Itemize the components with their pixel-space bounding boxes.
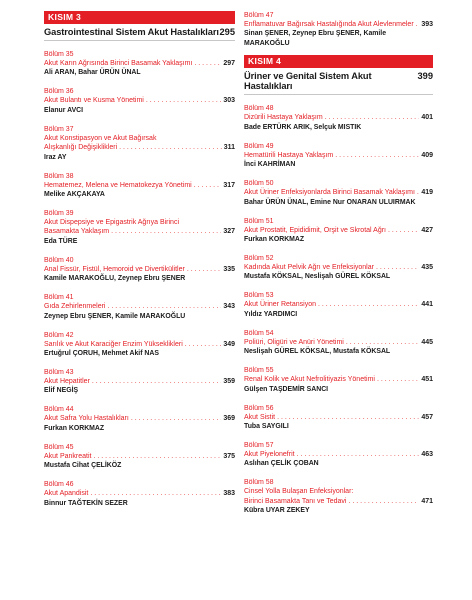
chapter-title-text[interactable]: Hematemez, Melena ve Hematokezya Yönetimi	[44, 181, 192, 189]
chapter-title-text[interactable]: Akut Bulantı ve Kusma Yönetimi	[44, 97, 144, 105]
chapter-page-number: 317	[223, 181, 235, 189]
chapter-title-line	[244, 497, 433, 506]
chapter-page-number: 359	[223, 378, 235, 386]
chapter-title-line	[44, 227, 235, 236]
chapter-number: Bölüm 53	[244, 292, 274, 300]
chapter-authors: Tuba SAYGILI	[244, 423, 289, 431]
chapter-authors: Yıldız YARDIMCI	[244, 310, 298, 318]
part-4-header	[244, 55, 433, 95]
chapter-list	[44, 50, 235, 509]
chapter-number: Bölüm 36	[44, 88, 74, 96]
chapter-entry[interactable]	[244, 142, 433, 170]
chapter-title-line	[244, 151, 433, 160]
left-column	[44, 0, 235, 509]
chapter-number: Bölüm 58	[244, 479, 274, 487]
chapter-page-number: 451	[421, 376, 433, 384]
dot-leader	[119, 143, 222, 152]
chapter-title-line	[244, 338, 433, 347]
chapter-title-line	[244, 188, 433, 197]
chapter-number: Bölüm 37	[44, 125, 74, 133]
chapter-authors: Gülşen TAŞDEMİR SANCI	[244, 385, 329, 393]
chapter-authors: Mustafa KÖKSAL, Neslişah GÜREL KÖKSAL	[244, 273, 391, 281]
chapter-title-text[interactable]: Renal Kolik ve Akut Nefrolitiyazis Yönetimi	[244, 376, 375, 384]
chapter-title[interactable]	[44, 59, 235, 68]
chapter-title-text[interactable]: Akut Sistit	[244, 413, 276, 421]
chapter-title[interactable]	[44, 218, 235, 237]
chapter-page-number: 349	[223, 340, 235, 348]
chapter-page-number: 471	[421, 497, 433, 505]
chapter-number: Bölüm 40	[44, 256, 74, 264]
chapter-authors: Iraz AY	[44, 153, 67, 161]
chapter-title[interactable]	[244, 226, 433, 235]
chapter-authors: Elif NEGİŞ	[44, 387, 79, 395]
chapter-title[interactable]	[44, 489, 235, 498]
chapter-title[interactable]	[244, 375, 433, 384]
chapter-authors: Kamile MARAKOĞLU, Zeynep Ebru ŞENER	[44, 275, 186, 283]
chapter-title-line	[244, 263, 433, 272]
chapter-list-top	[244, 11, 433, 49]
chapter-title-text[interactable]: Akut Üriner Retansiyon	[244, 301, 316, 309]
dot-leader	[185, 340, 222, 349]
chapter-title[interactable]	[44, 265, 235, 274]
chapter-title-text[interactable]: Akut Üriner Enfeksiyonlarda Birinci Basamak Yaklaşımı	[244, 189, 415, 197]
chapter-entry[interactable]	[44, 50, 235, 78]
chapter-entry[interactable]	[244, 104, 433, 132]
dot-leader	[297, 450, 420, 459]
part-page-number: 399	[417, 71, 433, 82]
chapter-title-text[interactable]: Enflamatuvar Bağırsak Hastalığında Akut Alevlenmeler	[244, 21, 414, 28]
chapter-number: Bölüm 41	[44, 294, 74, 302]
dot-leader	[346, 338, 419, 347]
chapter-page-number: 435	[421, 264, 433, 272]
chapter-entry[interactable]	[244, 329, 433, 357]
dot-leader	[348, 497, 419, 506]
chapter-authors: İnci KAHRİMAN	[244, 161, 296, 169]
chapter-entry[interactable]	[44, 368, 235, 396]
chapter-title[interactable]	[44, 340, 235, 349]
chapter-title[interactable]	[244, 487, 433, 506]
chapter-number: Bölüm 35	[44, 51, 74, 58]
chapter-authors: Melike AKÇAKAYA	[44, 191, 105, 199]
chapter-authors: Mustafa Cihat ÇELİKÖZ	[44, 462, 122, 470]
chapter-page-number: 445	[421, 338, 433, 346]
chapter-title-line	[44, 340, 235, 349]
chapter-entry[interactable]	[244, 291, 433, 319]
chapter-number: Bölüm 45	[44, 443, 74, 451]
chapter-title-text[interactable]: Dizürili Hastaya Yaklaşım	[244, 114, 323, 122]
chapter-number: Bölüm 48	[244, 105, 274, 113]
chapter-page-number: 401	[421, 114, 433, 122]
chapter-page-number: 393	[421, 21, 433, 28]
chapter-authors: Zeynep Ebru ŞENER, Kamile MARAKOĞLU	[44, 312, 186, 320]
chapter-title[interactable]	[244, 300, 433, 309]
chapter-entry[interactable]	[44, 172, 235, 200]
part-title-row	[44, 27, 235, 41]
chapter-title[interactable]	[44, 134, 235, 153]
chapter-title-text[interactable]: Akut Apandisit	[44, 490, 89, 498]
chapter-page-number: 343	[223, 303, 235, 311]
chapter-entry[interactable]	[44, 443, 235, 471]
dot-leader	[335, 151, 419, 160]
chapter-page-number: 463	[421, 451, 433, 459]
chapter-page-number: 383	[223, 490, 235, 498]
chapter-title-line	[44, 414, 235, 423]
chapter-title-line	[44, 489, 235, 498]
chapter-number: Bölüm 57	[244, 442, 274, 450]
dot-leader	[92, 377, 221, 386]
chapter-authors: Sinan ŞENER, Zeynep Ebru ŞENER, Kamile MARAKOĞLU	[244, 30, 387, 48]
chapter-title-line	[244, 450, 433, 459]
chapter-title-line	[244, 20, 433, 29]
dot-leader	[187, 265, 221, 274]
chapter-entry[interactable]	[44, 125, 235, 163]
chapter-title-line	[44, 377, 235, 386]
chapter-number: Bölüm 44	[44, 406, 74, 414]
chapter-page-number: 327	[223, 228, 235, 236]
chapter-title-text[interactable]: Alışkanlığı Değişiklikleri	[44, 144, 118, 152]
chapter-title[interactable]	[244, 263, 433, 272]
chapter-authors: Neslişah GÜREL KÖKSAL, Mustafa KÖKSAL	[244, 348, 391, 356]
dot-leader	[194, 59, 221, 68]
chapter-title-text[interactable]: Sarılık ve Akut Karaciğer Enzim Yükseklikleri	[44, 340, 183, 348]
chapter-entry[interactable]	[244, 179, 433, 207]
chapter-title-text[interactable]: Basamakta Yaklaşım	[44, 228, 110, 236]
chapter-page-number: 335	[223, 265, 235, 273]
chapter-title-line	[44, 181, 235, 190]
dot-leader	[107, 302, 221, 311]
chapter-page-number: 297	[223, 60, 235, 67]
chapter-number: Bölüm 42	[44, 331, 74, 339]
chapter-number: Bölüm 54	[244, 329, 274, 337]
dot-leader	[90, 489, 221, 498]
chapter-title-text[interactable]: Akut Karın Ağrısında Birinci Basamak Yaklaşımı	[44, 60, 193, 67]
chapter-list	[244, 104, 433, 516]
chapter-number: Bölüm 55	[244, 367, 274, 375]
chapter-title-line	[44, 265, 235, 274]
chapter-title-text[interactable]: Anal Fissür, Fistül, Hemoroid ve Divertikülitler	[44, 265, 185, 273]
chapter-number: Bölüm 51	[244, 217, 274, 225]
chapter-title[interactable]	[244, 413, 433, 422]
dot-leader	[277, 413, 419, 422]
chapter-page-number: 303	[223, 97, 235, 105]
chapter-title[interactable]	[244, 151, 433, 160]
chapter-number: Bölüm 43	[44, 369, 74, 377]
chapter-title-text[interactable]: Hematürili Hastaya Yaklaşım	[244, 151, 334, 159]
chapter-title[interactable]	[244, 338, 433, 347]
chapter-authors: Bade ERTÜRK ARIK, Selçuk MISTIK	[244, 123, 362, 131]
chapter-title-line	[44, 143, 235, 152]
chapter-authors: Ertuğrul ÇORUH, Mehmet Akif NAS	[44, 350, 159, 358]
chapter-title-line	[44, 452, 235, 461]
chapter-page-number: 441	[421, 301, 433, 309]
chapter-entry[interactable]	[244, 404, 433, 432]
dot-leader	[376, 263, 419, 272]
chapter-title-text[interactable]: Akut Pankreatit	[44, 452, 92, 460]
chapter-authors: Eda TÜRE	[44, 237, 78, 245]
chapter-title-line	[244, 300, 433, 309]
dot-leader	[416, 20, 420, 29]
chapter-title-line	[44, 302, 235, 311]
chapter-number: Bölüm 38	[44, 172, 74, 180]
chapter-title-text[interactable]: Birinci Basamakta Tanı ve Tedavi	[244, 497, 347, 505]
chapter-title-line	[244, 375, 433, 384]
dot-leader	[131, 414, 221, 423]
chapter-entry[interactable]	[244, 11, 433, 49]
chapter-title-text[interactable]: Akut Prostatit, Epididimit, Orşit ve Skrotal Ağrı	[244, 226, 386, 234]
chapter-title[interactable]	[44, 181, 235, 190]
chapter-number: Bölüm 49	[244, 142, 274, 150]
chapter-number: Bölüm 39	[44, 210, 74, 218]
chapter-number: Bölüm 50	[244, 180, 274, 188]
chapter-title[interactable]	[44, 377, 235, 386]
chapter-page-number: 375	[223, 452, 235, 460]
chapter-authors: Binnur TAĞTEKİN SEZER	[44, 499, 128, 507]
chapter-title[interactable]	[44, 414, 235, 423]
chapter-page-number: 419	[421, 189, 433, 197]
dot-leader	[93, 452, 221, 461]
dot-leader	[194, 181, 222, 190]
dot-leader	[111, 227, 221, 236]
chapter-title[interactable]	[44, 452, 235, 461]
dot-leader	[417, 188, 419, 197]
chapter-entry[interactable]	[244, 478, 433, 516]
chapter-title[interactable]	[244, 20, 433, 29]
chapter-title-line	[44, 96, 235, 105]
chapter-title-line	[244, 413, 433, 422]
dot-leader	[146, 96, 221, 105]
chapter-number: Bölüm 52	[244, 255, 274, 263]
chapter-authors: Bahar ÜRÜN ÜNAL, Emine Nur ONARAN ULUIRMAK	[244, 198, 416, 206]
chapter-title-line	[44, 59, 235, 68]
chapter-authors: Kübra UYAR ZEKEY	[244, 507, 310, 515]
chapter-title-text[interactable]: Gıda Zehirlenmeleri	[44, 303, 106, 311]
chapter-entry[interactable]	[244, 441, 433, 469]
chapter-title-text[interactable]: Cinsel Yolla Bulaşan Enfeksiyonlar:	[244, 488, 354, 496]
part-page-number: 295	[219, 27, 235, 37]
chapter-title[interactable]	[44, 302, 235, 311]
chapter-entry[interactable]	[44, 293, 235, 321]
chapter-authors: Furkan KORKMAZ	[44, 424, 105, 432]
chapter-page-number: 457	[421, 413, 433, 421]
chapter-title-text[interactable]: Akut Konstipasyon ve Akut Bağırsak	[44, 134, 157, 142]
dot-leader	[388, 226, 419, 235]
chapter-page-number: 311	[223, 144, 235, 152]
dot-leader	[318, 300, 419, 309]
dot-leader	[377, 375, 419, 384]
part-title[interactable]: Üriner ve Genital Sistem Akut Hastalıkları	[244, 71, 372, 92]
chapter-entry[interactable]	[44, 405, 235, 433]
chapter-entry[interactable]	[44, 256, 235, 284]
chapter-title-line	[244, 113, 433, 122]
chapter-title-text[interactable]: Akut Hepatitler	[44, 378, 90, 386]
chapter-title-text[interactable]: Akut Piyelonefrit	[244, 451, 295, 459]
chapter-number: Bölüm 47	[244, 12, 274, 19]
chapter-entry[interactable]	[244, 254, 433, 282]
chapter-title[interactable]	[244, 188, 433, 197]
chapter-entry[interactable]	[44, 209, 235, 247]
chapter-authors: Ali ARAN, Bahar ÜRÜN ÜNAL	[44, 69, 141, 77]
chapter-number: Bölüm 56	[244, 404, 274, 412]
chapter-title-text[interactable]: Kadında Akut Pelvik Ağrı ve Enfeksiyonlar	[244, 264, 374, 272]
chapter-entry[interactable]	[44, 480, 235, 508]
chapter-title[interactable]	[244, 450, 433, 459]
chapter-entry[interactable]	[44, 87, 235, 115]
chapter-entry[interactable]	[244, 217, 433, 245]
part-title-row	[244, 71, 433, 95]
part-title[interactable]: Gastrointestinal Sistem Akut Hastalıkları	[44, 27, 219, 37]
chapter-title-text[interactable]: Akut Dispepsiye ve Epigastrik Ağrıya Birinci	[44, 219, 179, 227]
chapter-title[interactable]	[244, 113, 433, 122]
chapter-page-number: 427	[421, 226, 433, 234]
chapter-authors: Aslıhan ÇELİK ÇOBAN	[244, 460, 319, 468]
part-3-header	[44, 11, 235, 41]
chapter-entry[interactable]	[44, 331, 235, 359]
chapter-title-text[interactable]: Poliüri, Oligüri ve Anüri Yönetimi	[244, 338, 344, 346]
chapter-authors: Furkan KORKMAZ	[244, 236, 305, 244]
chapter-authors: Elanur AVCI	[44, 106, 84, 114]
right-column	[244, 0, 433, 516]
chapter-page-number: 369	[223, 415, 235, 423]
chapter-title-text[interactable]: Akut Safra Yolu Hastalıkları	[44, 415, 129, 423]
chapter-page-number: 409	[421, 151, 433, 159]
part-label: KISIM 4	[244, 55, 433, 68]
chapter-number: Bölüm 46	[44, 481, 74, 489]
chapter-title[interactable]	[44, 96, 235, 105]
dot-leader	[325, 113, 420, 122]
chapter-entry[interactable]	[244, 366, 433, 394]
chapter-title-line	[244, 226, 433, 235]
part-label: KISIM 3	[44, 11, 235, 24]
